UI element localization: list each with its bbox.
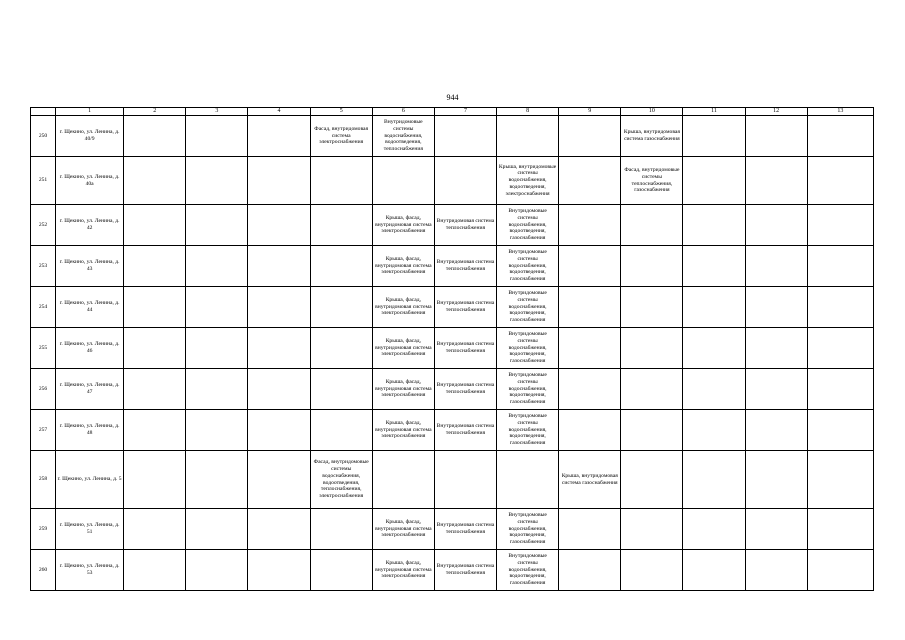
work-cell (621, 369, 683, 410)
work-cell (745, 287, 807, 328)
work-cell: Внутридомовая система теплоснабжения (434, 287, 496, 328)
row-number: 250 (31, 116, 56, 157)
work-cell (248, 116, 310, 157)
work-cell (310, 287, 372, 328)
row-number: 258 (31, 451, 56, 509)
work-cell (745, 509, 807, 550)
header-cell: 1 (56, 108, 124, 116)
work-cell (310, 410, 372, 451)
works-table (30, 107, 874, 591)
row-number: 252 (31, 205, 56, 246)
table-row (31, 550, 874, 591)
work-cell (186, 328, 248, 369)
work-cell (434, 157, 496, 205)
address-cell: г. Щекино, ул. Ленина, д. 51 (56, 509, 124, 550)
work-cell (124, 246, 186, 287)
work-cell (559, 550, 621, 591)
table-row (31, 451, 874, 509)
header-cell: 2 (124, 108, 186, 116)
work-cell: Фасад, внутридомовые системы водоснабжения, водоотведения, теплоснабжения, электроснабжения (310, 451, 372, 509)
work-cell: Внутридомовая система теплоснабжения (434, 328, 496, 369)
table-row (31, 287, 874, 328)
work-cell: Внутридомовые системы водоснабжения, водоотведения, газоснабжения (497, 509, 559, 550)
work-cell (621, 451, 683, 509)
work-cell (248, 205, 310, 246)
row-number: 257 (31, 410, 56, 451)
work-cell (248, 328, 310, 369)
work-cell: Внутридомовые системы водоснабжения, водоотведения, газоснабжения (497, 287, 559, 328)
row-number: 254 (31, 287, 56, 328)
work-cell (248, 287, 310, 328)
header-cell: 12 (745, 108, 807, 116)
work-cell (621, 328, 683, 369)
work-cell (310, 205, 372, 246)
table-row (31, 328, 874, 369)
address-cell: г. Щекино, ул. Ленина, д. 44 (56, 287, 124, 328)
header-cell: 9 (559, 108, 621, 116)
work-cell (434, 451, 496, 509)
work-cell (807, 451, 873, 509)
work-cell (310, 328, 372, 369)
row-number: 256 (31, 369, 56, 410)
work-cell (683, 410, 745, 451)
work-cell (621, 287, 683, 328)
work-cell (621, 550, 683, 591)
work-cell (683, 451, 745, 509)
work-cell: Крыша, фасад, внутридомовая система электроснабжения (372, 369, 434, 410)
work-cell (745, 550, 807, 591)
work-cell (745, 451, 807, 509)
header-cell-blank (31, 108, 56, 116)
work-cell (186, 205, 248, 246)
work-cell (683, 369, 745, 410)
work-cell: Крыша, внутридомовые системы водоснабжения, водоотведения, электроснабжения (497, 157, 559, 205)
work-cell (559, 116, 621, 157)
address-cell: г. Щекино, ул. Ленина, д. 40/9 (56, 116, 124, 157)
work-cell (186, 550, 248, 591)
work-cell (807, 369, 873, 410)
work-cell (683, 550, 745, 591)
work-cell (683, 205, 745, 246)
work-cell: Крыша, фасад, внутридомовая система электроснабжения (372, 328, 434, 369)
work-cell (248, 369, 310, 410)
table-row (31, 509, 874, 550)
work-cell (497, 116, 559, 157)
work-cell (745, 205, 807, 246)
work-cell (807, 287, 873, 328)
work-cell: Крыша, фасад, внутридомовая система электроснабжения (372, 287, 434, 328)
work-cell (745, 328, 807, 369)
work-cell: Крыша, фасад, внутридомовая система электроснабжения (372, 246, 434, 287)
work-cell (807, 410, 873, 451)
work-cell (559, 509, 621, 550)
work-cell: Крыша, внутридомовая система газоснабжения (621, 116, 683, 157)
work-cell (372, 157, 434, 205)
work-cell (559, 369, 621, 410)
work-cell: Внутридомовая система теплоснабжения (434, 410, 496, 451)
header-cell: 6 (372, 108, 434, 116)
work-cell (621, 509, 683, 550)
header-cell: 3 (186, 108, 248, 116)
work-cell (248, 246, 310, 287)
work-cell (559, 205, 621, 246)
address-cell: г. Щекино, ул. Ленина, д. 47 (56, 369, 124, 410)
work-cell (310, 550, 372, 591)
work-cell (372, 451, 434, 509)
work-cell (310, 246, 372, 287)
page-number: 944 (446, 93, 459, 102)
row-number: 260 (31, 550, 56, 591)
work-cell (248, 509, 310, 550)
row-number: 255 (31, 328, 56, 369)
address-cell: г. Щекино, ул. Ленина, д. 46 (56, 328, 124, 369)
table-row (31, 205, 874, 246)
work-cell: Внутридомовая система теплоснабжения (434, 369, 496, 410)
work-cell (559, 157, 621, 205)
work-cell (683, 509, 745, 550)
work-cell (745, 410, 807, 451)
work-cell: Внутридомовые системы водоснабжения, водоотведения, газоснабжения (497, 369, 559, 410)
work-cell (124, 550, 186, 591)
work-cell (186, 157, 248, 205)
header-cell: 7 (434, 108, 496, 116)
work-cell (124, 287, 186, 328)
header-cell: 13 (807, 108, 873, 116)
work-cell (124, 328, 186, 369)
work-cell: Внутридомовые системы водоснабжения, водоотведения, газоснабжения (497, 328, 559, 369)
work-cell: Внутридомовые системы водоснабжения, водоотведения, газоснабжения (497, 246, 559, 287)
table-row (31, 246, 874, 287)
work-cell (683, 157, 745, 205)
work-cell: Внутридомовые системы водоснабжения, водоотведения, газоснабжения (497, 410, 559, 451)
table-row (31, 116, 874, 157)
work-cell (745, 157, 807, 205)
work-cell (124, 116, 186, 157)
work-cell (124, 369, 186, 410)
work-cell: Фасад, внутридомовая система электроснабжения (310, 116, 372, 157)
work-cell (124, 509, 186, 550)
work-cell (186, 116, 248, 157)
work-cell (310, 369, 372, 410)
work-cell: Крыша, фасад, внутридомовая система электроснабжения (372, 550, 434, 591)
work-cell (683, 116, 745, 157)
work-cell (186, 509, 248, 550)
work-cell (807, 157, 873, 205)
work-cell (559, 287, 621, 328)
work-cell (745, 246, 807, 287)
work-cell (310, 157, 372, 205)
work-cell (807, 509, 873, 550)
work-cell (186, 246, 248, 287)
table-row (31, 157, 874, 205)
header-cell: 5 (310, 108, 372, 116)
work-cell: Внутридомовая система теплоснабжения (434, 246, 496, 287)
work-cell (807, 116, 873, 157)
work-cell (807, 328, 873, 369)
address-cell: г. Щекино, ул. Ленина, д. 42 (56, 205, 124, 246)
row-number: 251 (31, 157, 56, 205)
table-row (31, 410, 874, 451)
work-cell (559, 246, 621, 287)
work-cell: Внутридомовые системы водоснабжения, водоотведения, газоснабжения (497, 205, 559, 246)
row-number: 253 (31, 246, 56, 287)
work-cell (683, 328, 745, 369)
work-cell (497, 451, 559, 509)
work-cell (434, 116, 496, 157)
header-row (31, 108, 874, 116)
work-cell (683, 287, 745, 328)
work-cell (683, 246, 745, 287)
work-cell: Фасад, внутридомовые системы теплоснабжения, газоснабжения (621, 157, 683, 205)
work-cell (248, 157, 310, 205)
work-cell: Крыша, фасад, внутридомовая система электроснабжения (372, 205, 434, 246)
work-cell (807, 550, 873, 591)
work-cell: Крыша, внутридомовая система газоснабжения (559, 451, 621, 509)
address-cell: г. Щекино, ул. Ленина, д. 53 (56, 550, 124, 591)
work-cell: Внутридомовые системы водоснабжения, водоотведения, теплоснабжения (372, 116, 434, 157)
address-cell: г. Щекино, ул. Ленина, д. 43 (56, 246, 124, 287)
work-cell (248, 451, 310, 509)
work-cell: Крыша, фасад, внутридомовая система электроснабжения (372, 410, 434, 451)
work-cell (124, 157, 186, 205)
work-cell (807, 246, 873, 287)
work-cell (621, 410, 683, 451)
work-cell (310, 509, 372, 550)
address-cell: г. Щекино, ул. Ленина, д. 48 (56, 410, 124, 451)
work-cell (124, 451, 186, 509)
work-cell: Внутридомовая система теплоснабжения (434, 509, 496, 550)
work-cell (745, 116, 807, 157)
work-cell: Внутридомовая система теплоснабжения (434, 550, 496, 591)
work-cell: Внутридомовые системы водоснабжения, водоотведения, газоснабжения (497, 550, 559, 591)
address-cell: г. Щекино, ул. Ленина, д. 5 (56, 451, 124, 509)
work-cell (186, 410, 248, 451)
work-cell (248, 410, 310, 451)
work-cell (621, 205, 683, 246)
work-cell (248, 550, 310, 591)
work-cell (621, 246, 683, 287)
table-row (31, 369, 874, 410)
work-cell (124, 410, 186, 451)
work-cell (745, 369, 807, 410)
work-cell (559, 328, 621, 369)
work-cell (186, 451, 248, 509)
header-cell: 11 (683, 108, 745, 116)
work-cell (559, 410, 621, 451)
address-cell: г. Щекино, ул. Ленина, д. 40а (56, 157, 124, 205)
header-cell: 10 (621, 108, 683, 116)
work-cell (186, 287, 248, 328)
header-cell: 8 (497, 108, 559, 116)
row-number: 259 (31, 509, 56, 550)
work-cell: Крыша, фасад, внутридомовая система электроснабжения (372, 509, 434, 550)
work-cell (124, 205, 186, 246)
work-cell (186, 369, 248, 410)
work-cell: Внутридомовая система теплоснабжения (434, 205, 496, 246)
header-cell: 4 (248, 108, 310, 116)
work-cell (807, 205, 873, 246)
